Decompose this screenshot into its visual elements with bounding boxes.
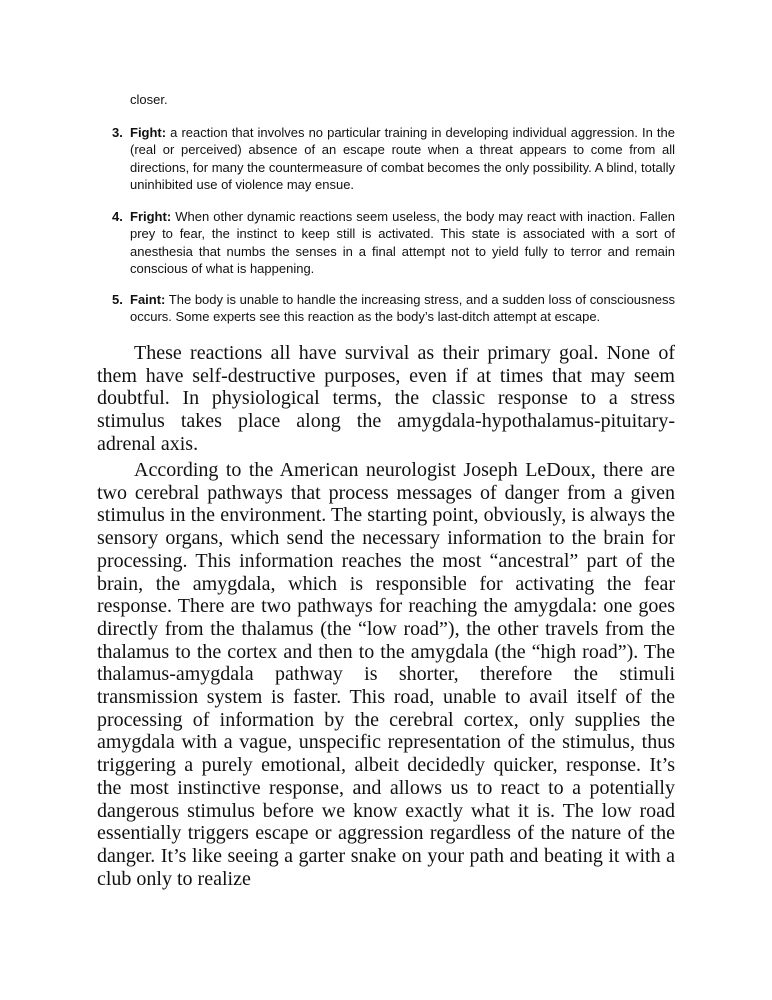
- list-item-text: [130, 208, 675, 277]
- list-continuation: closer.: [130, 92, 168, 107]
- list-item-faint: [112, 291, 675, 326]
- list-number: 5.: [112, 292, 123, 307]
- list-description: When other dynamic reactions seem useless, the body may react with inaction. Fallen prey to fear, the instinct to keep still is activated. This state is associated with a sort of anesthesia that numbs the senses in a final attempt not to yield fully to terror and remain conscious of what is happening.: [130, 209, 675, 276]
- list-number: 4.: [112, 209, 123, 224]
- list-item-fright: [112, 208, 675, 277]
- list-term: Faint:: [130, 292, 166, 307]
- list-description: The body is unable to handle the increasing stress, and a sudden loss of consciousness occurs. Some experts see this reaction as the body’s last-ditch attempt at escape.: [130, 292, 675, 325]
- list-term: Fight:: [130, 125, 167, 140]
- list-term: Fright:: [130, 209, 172, 224]
- paragraph-survival: These reactions all have survival as their primary goal. None of them have self-destructive purposes, even if at times that may seem doubtful. In physiological terms, the classic response to a stress stimulus takes place along the amygdala-hypothalamus-pituitary-adrenal axis.: [97, 342, 675, 455]
- list-item-text: [130, 291, 675, 326]
- list-item-text: [130, 124, 675, 193]
- paragraph-ledoux: According to the American neurologist Joseph LeDoux, there are two cerebral pathways that process messages of danger from a given stimulus in the environment. The starting point, obviously, is always the sensory organs, which send the necessary information to the brain for processing. This information reaches the most “ancestral” part of the brain, the amygdala, which is responsible for activating the fear response. There are two pathways for reaching the amygdala: one goes directly from the thalamus (the “low road”), the other travels from the thalamus to the cortex and then to the amygdala (the “high road”). The thalamus-amygdala pathway is shorter, therefore the stimuli transmission system is faster. This road, unable to avail itself of the processing of information by the cerebral cortex, only supplies the amygdala with a vague, unspecific representation of the stimulus, thus triggering a purely emotional, albeit decidedly quicker, response. It’s the most instinctive response, and allows us to react to a potentially dangerous stimulus before we know exactly what it is. The low road essentially triggers escape or aggression regardless of the nature of the danger. It’s like seeing a garter snake on your path and beating it with a club only to realize: [97, 459, 675, 890]
- list-number: 3.: [112, 125, 123, 140]
- list-item-fight: [112, 124, 675, 193]
- list-description: a reaction that involves no particular training in developing individual aggression. In the (real or perceived) absence of an escape route when a threat appears to come from all directions, for many the countermeasure of combat becomes the only possibility. A blind, totally uninhibited use of violence may ensue.: [130, 125, 675, 192]
